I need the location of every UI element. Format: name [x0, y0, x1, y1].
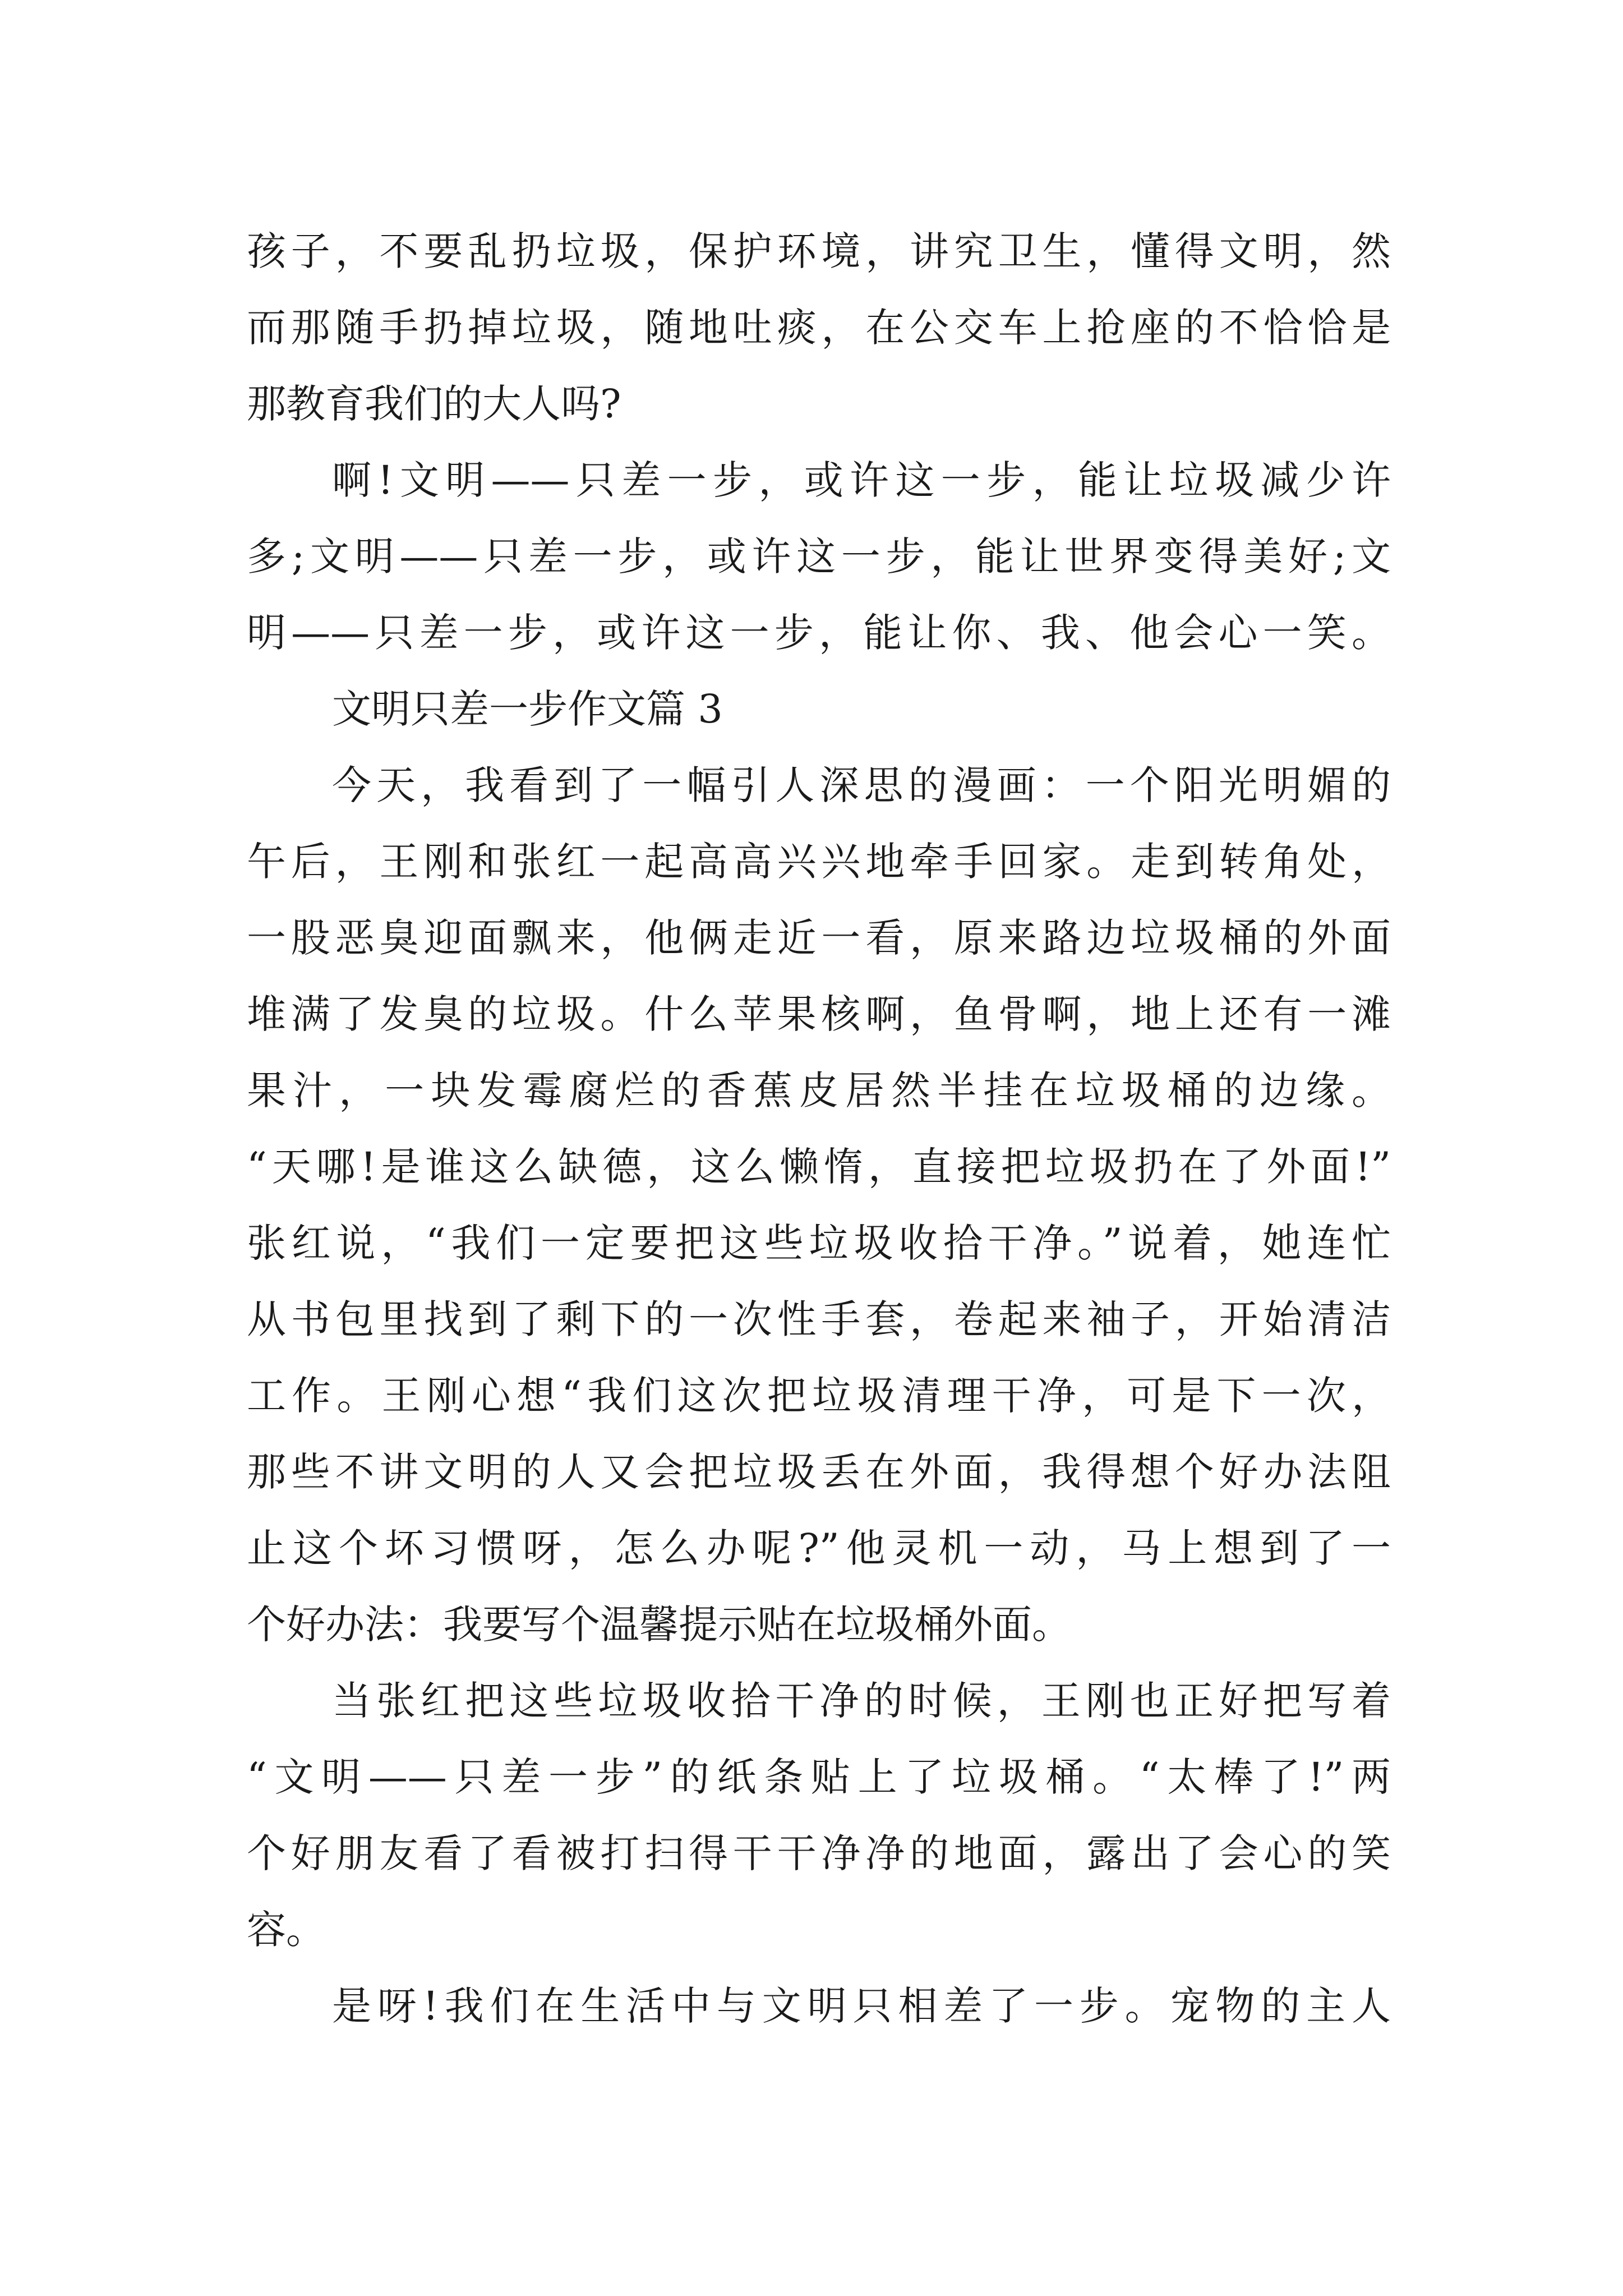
paragraph — [247, 1968, 1391, 2044]
text-line: 工作。王刚心想“我们这次把垃圾清理干净，可是下一次， — [247, 1373, 1391, 1419]
essay-body — [247, 213, 1391, 2044]
text-line: 从书包里找到了剩下的一次性手套，卷起来袖子，开始清洁 — [247, 1296, 1391, 1342]
paragraph — [247, 1663, 1391, 1968]
paragraph — [247, 213, 1391, 442]
text-line: 当张红把这些垃圾收拾干净的时候，王刚也正好把写着 — [332, 1678, 1391, 1724]
section-heading — [247, 671, 1391, 747]
text-line: “天哪!是谁这么缺德，这么懒惰，直接把垃圾扔在了外面!” — [247, 1144, 1391, 1190]
text-line: 是呀!我们在生活中与文明只相差了一步。宠物的主人 — [332, 1983, 1391, 2029]
text-line: 啊!文明——只差一步，或许这一步，能让垃圾减少许 — [332, 457, 1391, 503]
text-line: 堆满了发臭的垃圾。什么苹果核啊，鱼骨啊，地上还有一滩 — [247, 991, 1391, 1037]
paragraph — [247, 442, 1391, 671]
text-line: 个好办法：我要写个温馨提示贴在垃圾桶外面。 — [247, 1602, 1071, 1648]
text-line: 孩子，不要乱扔垃圾，保护环境，讲究卫生，懂得文明，然 — [247, 228, 1391, 274]
text-line: 明——只差一步，或许这一步，能让你、我、他会心一笑。 — [247, 610, 1391, 656]
text-line: 个好朋友看了看被打扫得干干净净的地面，露出了会心的笑 — [247, 1830, 1391, 1876]
text-line: 止这个坏习惯呀，怎么办呢?”他灵机一动，马上想到了一 — [247, 1525, 1391, 1571]
text-line: 那些不讲文明的人又会把垃圾丢在外面，我得想个好办法阻 — [247, 1449, 1391, 1495]
text-line: 多;文明——只差一步，或许这一步，能让世界变得美好;文 — [247, 533, 1391, 579]
text-line: 张红说，“我们一定要把这些垃圾收拾干净。”说着，她连忙 — [247, 1220, 1391, 1266]
text-line: 容。 — [247, 1907, 325, 1953]
text-line: 午后，王刚和张红一起高高兴兴地牵手回家。走到转角处， — [247, 839, 1391, 885]
text-line: 而那随手扔掉垃圾，随地吐痰，在公交车上抢座的不恰恰是 — [247, 305, 1391, 351]
text-line: “文明——只差一步”的纸条贴上了垃圾桶。“太棒了!”两 — [247, 1754, 1391, 1800]
text-line: 一股恶臭迎面飘来，他俩走近一看，原来路边垃圾桶的外面 — [247, 915, 1391, 961]
paragraph — [247, 747, 1391, 1663]
text-line: 果汁，一块发霉腐烂的香蕉皮居然半挂在垃圾桶的边缘。 — [247, 1068, 1391, 1114]
heading-text: 文明只差一步作文篇 3 — [332, 686, 723, 732]
text-line: 那教育我们的大人吗? — [247, 381, 621, 427]
text-line: 今天，我看到了一幅引人深思的漫画：一个阳光明媚的 — [332, 762, 1391, 808]
